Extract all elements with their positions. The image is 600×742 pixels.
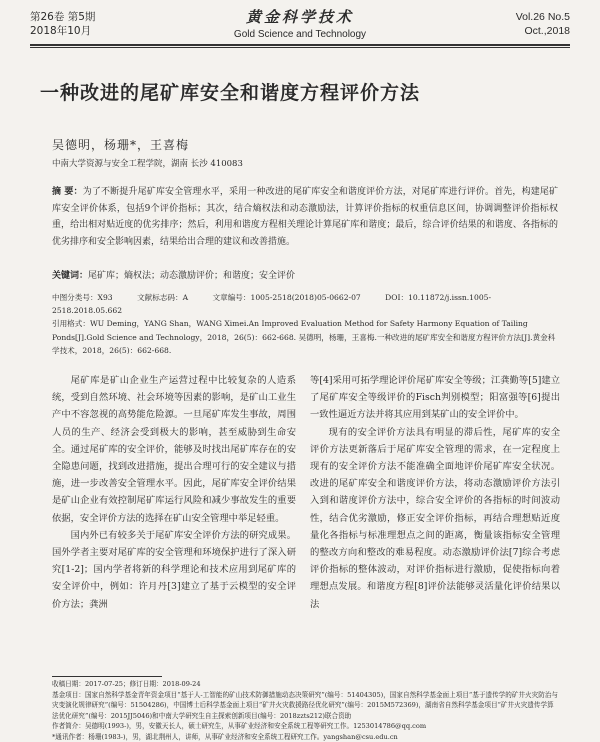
- date-cn: 2018年10月: [30, 24, 95, 38]
- footnote-received: 收稿日期：2017-07-25；修订日期：2018-09-24: [52, 679, 558, 690]
- affiliation: 中南大学资源与安全工程学院，湖南 长沙 410083: [52, 157, 243, 169]
- header-right: [516, 10, 570, 38]
- header-center: [30, 6, 570, 40]
- keywords-text: 尾矿库；熵权法；动态激励评价；和谐度；安全评价: [88, 271, 295, 281]
- article-number: 文章编号：1005-2518(2018)05-0662-07: [213, 293, 361, 302]
- citation-en: 引用格式：WU Deming，YANG Shan，WANG Ximei.An Improved Evaluation Method for Safety Harmony Equation of Tailing Ponds[J].Gold Science and Technology，2018，26(5)：662-668.: [52, 319, 528, 341]
- footnote-corresponding: *通讯作者：杨珊(1983-)，男，湖北荆州人，讲师，从事矿业经济和安全系统工程研究工作。yangshan@csu.edu.cn: [52, 732, 558, 742]
- document-code: 文献标志码：A: [137, 293, 188, 302]
- clc-number: 中图分类号：X93: [52, 293, 113, 302]
- footnote-author: 作者简介：吴德明(1993-)，男，安徽天长人，硕士研究生，从事矿业经济和安全系统工程等研究工作。1253014786@qq.com: [52, 721, 558, 732]
- citation-format: [52, 317, 558, 357]
- body-paragraph: 等[4]采用可拓学理论评价尾矿库安全等级；江龚勤等[5]建立了尾矿库安全等级评价的Fisch判别模型；阳富强等[6]提出一致性逼近方法并将其应用到某矿山的安全评价中。: [310, 372, 560, 424]
- body-paragraph: 国内外已有较多关于尾矿库安全评价方法的研究成果。国外学者主要对尾矿库的安全管理和环境保护进行了深入研究[1-2]；国内学者将新的科学理论和技术应用到尾矿库的安全评价中，例如：许月丹[3]建立了基于云模型的安全评价方法；龚洲: [52, 527, 296, 613]
- footnote-rule: [52, 676, 162, 677]
- article-title: 一种改进的尾矿库安全和谐度方程评价方法: [40, 78, 570, 105]
- keywords: [52, 268, 558, 281]
- journal-title-cn: 黄金科学技术: [30, 6, 570, 27]
- abstract-text: 为了不断提升尾矿库安全管理水平，采用一种改进的尾矿库安全和谐度评价方法，对尾矿库进行评价。首先，构建尾矿库安全评价体系，包括9个评价指标；其次，结合熵权法和动态激励法，计算评价指标的权重信息区间，协调调整评价指标权重，给出相对贴近度的优劣排序；然后，利用和谐度方程相关理论计算尾矿库和谐度；最后，综合评价结果的和谐度、各指标的优劣排序和安全影响因素，结果给出合理的建议和改善措施。: [52, 187, 558, 247]
- doi: DOI：10.11872/j.issn.1005-2518.2018.05.662: [52, 293, 491, 315]
- header-rule: [30, 44, 570, 48]
- journal-title-en: Gold Science and Technology: [30, 29, 570, 40]
- abstract: [52, 184, 558, 250]
- body-paragraph: 尾矿库是矿山企业生产运营过程中比较复杂的人造系统，受到自然环境、社会环境等因素的影响，是矿山工业生产中不容忽视的高势能危险源。一旦尾矿库发生事故，周围人员的生产、经济会受到极大的影响，甚至威胁到生命安全。通过尾矿库的安全评价，能够及时找出尾矿库存在的安全隐患问题，找到改进措施，提出合理可行的安全建议与措施，进一步改善安全管理水平。因此，尾矿库安全评价结果是矿山企业有效控制尾矿库运行风险和减少事故发生的重要依据，安全评价方法的选择在矿山安全管理中举足轻重。: [52, 372, 296, 527]
- body-paragraph: 现有的安全评价方法具有明显的滞后性，尾矿库的安全评价方法更新落后于尾矿库安全管理的需求，在一定程度上现有的安全评价方法不能准确全面地评价尾矿库安全状况。改进的尾矿库安全和谐度评价方法，将动态激励评价方法引入到和谐度评价方法中，综合安全评价的各指标的时间波动性，结合优劣激励，修正安全评价指标，再结合理想贴近度量化各指标与标准理想点之间的距离，衡量该指标安全管理的整改方向和整改的难易程度。动态激励评价法[7]综合考虑评价指标的整体波动，对评价指标进行激励，促使指标向着理想点发展。和谐度方程[8]评价法能够灵活量化评价结果以法: [310, 424, 560, 613]
- date-en: Oct.,2018: [516, 24, 570, 38]
- meta-row: [52, 291, 558, 317]
- volume-issue-cn: 第26卷 第5期: [30, 10, 95, 24]
- body-column-left: [52, 372, 296, 613]
- abstract-label: 摘 要：: [52, 187, 83, 197]
- author-list: 吴德明，杨珊*，王喜梅: [52, 136, 189, 153]
- body-column-right: [310, 372, 560, 613]
- citation-cn: 吴德明，杨珊，王喜梅.一种改进的尾矿库安全和谐度方程评价方法[J].黄金科学技术，2018，26(5)：662-668.: [52, 333, 555, 355]
- keywords-label: 关键词：: [52, 271, 88, 281]
- article-meta: [52, 291, 558, 357]
- running-header: [30, 6, 570, 42]
- footnotes: [52, 679, 558, 742]
- footnote-funding: 基金项目：国家自然科学基金青年资金项目“基于人-工智能的矿山技术防御措施动态决策研究”(编号：51404305)，国家自然科学基金面上项目“基于遗传学的矿井火灾防治与灾变演化规律研究”(编号：51504286)，中国博士后科学基金面上项目“矿井火灾救援路径优化研究”(编号：2015M572369)，湖南省自然科学基金项目“矿井火灾遗传学算法优化研究”(编号：2015JJ5046)和中南大学研究生自主探索创新项目(编号：2018zzts212)联合资助: [52, 690, 558, 722]
- volume-issue-en: Vol.26 No.5: [516, 10, 570, 24]
